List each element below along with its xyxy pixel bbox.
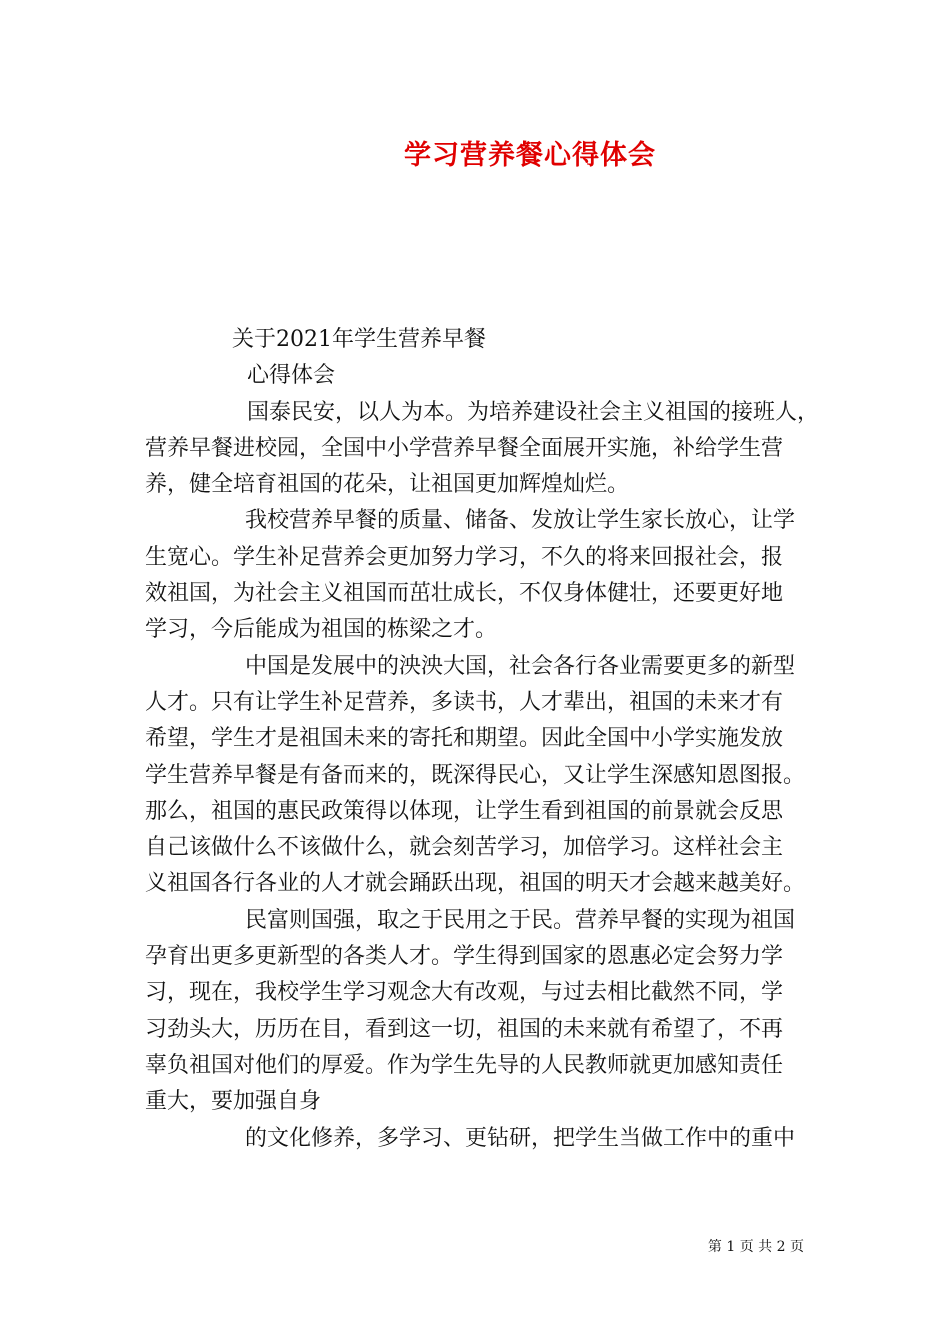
body-line: 生宽心。学生补足营养会更加努力学习，不久的将来回报社会，报 [145, 544, 784, 570]
body-line: 那么，祖国的惠民政策得以体现，让学生看到祖国的前景就会反思 [145, 798, 784, 824]
body-line: 学生营养早餐是有备而来的，既深得民心，又让学生深感知恩图报。 [145, 762, 806, 788]
body-line: 国泰民安，以人为本。为培养建设社会主义祖国的接班人， [247, 399, 820, 425]
body-line: 中国是发展中的泱泱大国，社会各行各业需要更多的新型 [245, 653, 796, 679]
body-line: 心得体会 [247, 363, 336, 389]
body-line: 民富则国强，取之于民用之于民。营养早餐的实现为祖国 [245, 907, 796, 933]
body-line: 效祖国，为社会主义祖国而茁壮成长，不仅身体健壮，还要更好地 [145, 581, 784, 607]
body-line: 关于2021年学生营养早餐 [232, 327, 486, 352]
body-line: 义祖国各行各业的人才就会踊跃出现，祖国的明天才会越来越美好。 [145, 871, 806, 897]
body-line: 习劲头大，历历在目，看到这一切，祖国的未来就有希望了，不再 [145, 1016, 784, 1042]
body-line: 习，现在，我校学生学习观念大有改观，与过去相比截然不同，学 [145, 980, 784, 1006]
body-line: 人才。只有让学生补足营养，多读书，人才辈出，祖国的未来才有 [145, 689, 784, 715]
page-number: 第 1 页 共 2 页 [707, 1239, 804, 1255]
body-line: 孕育出更多更新型的各类人才。学生得到国家的恩惠必定会努力学 [145, 944, 784, 970]
body-line: 营养早餐进校园，全国中小学营养早餐全面展开实施，补给学生营 [145, 435, 784, 461]
document-title: 学习营养餐心得体会 [404, 140, 656, 171]
body-line: 希望，学生才是祖国未来的寄托和期望。因此全国中小学实施发放 [145, 726, 784, 752]
body-line: 我校营养早餐的质量、储备、发放让学生家长放心，让学 [245, 508, 796, 534]
body-line: 养，健全培育祖国的花朵，让祖国更加辉煌灿烂。 [145, 472, 630, 498]
body-line: 重大，要加强自身 [145, 1089, 322, 1115]
body-line: 的文化修养，多学习、更钻研，把学生当做工作中的重中 [245, 1125, 796, 1151]
body-line: 辜负祖国对他们的厚爱。作为学生先导的人民教师就更加感知责任 [145, 1052, 784, 1078]
body-line: 自己该做什么不该做什么，就会刻苦学习，加倍学习。这样社会主 [145, 835, 784, 861]
document-body [145, 322, 820, 1157]
body-line: 学习，今后能成为祖国的栋梁之才。 [145, 617, 498, 643]
